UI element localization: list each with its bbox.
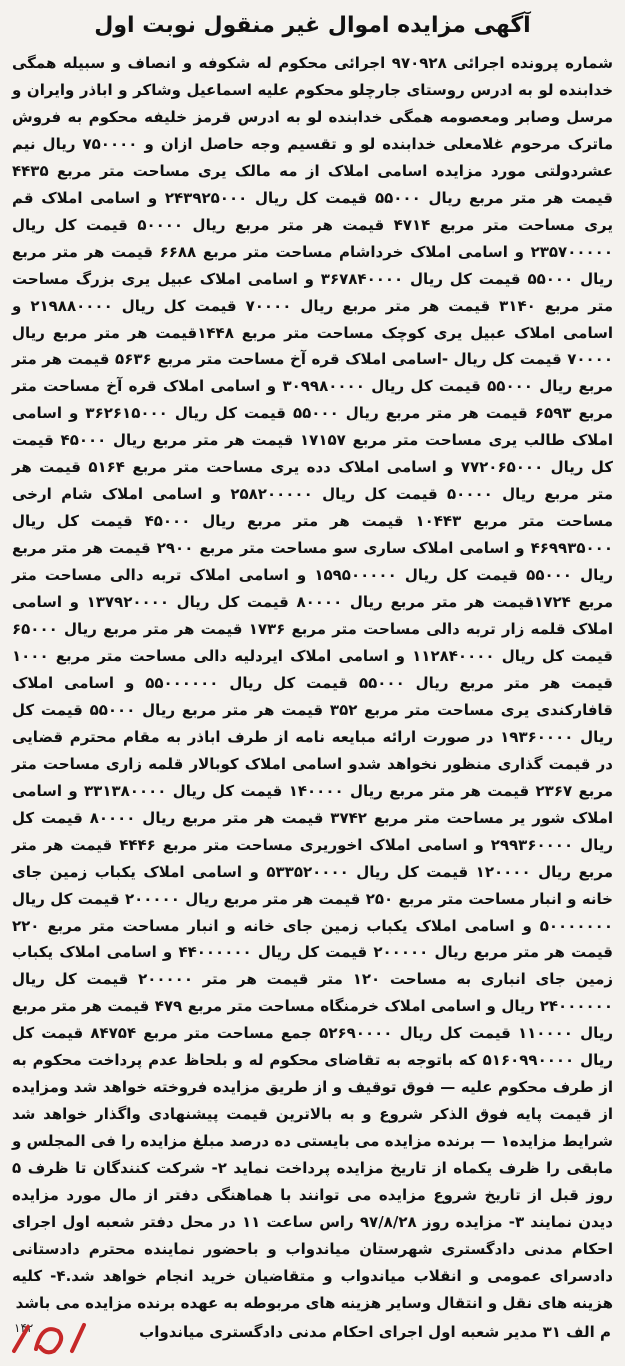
notice-title: آگهی مزایده اموال غیر منقول نوبت اول (94, 13, 531, 38)
notice-body: شماره پرونده اجرائی ۹۷۰۹۲۸ اجرائی محکوم له شکوفه و انصاف و سبیله همگی خدابنده لو به ادرس روستای جارچلو محکوم علیه اسماعیل وشاکر و اباذر وایران و مرسل وصابر ومعصومه همگی خدابنده لو به ادرس قرمز خلیفه محکوم به فروش ماترک مرحوم غلامعلی خدابنده لو و تقسیم وجه حاصل ازان و ۷۵۰۰۰۰ ریال نیم عشردولتی مورد مزایده اسامی املاک از مه مالک یری مساحت متر مربع ۴۴۳۵ قیمت هر متر مربع ریال ۵۵۰۰۰ قیمت کل ریال ۲۴۳۹۲۵۰۰۰ و اسامی املاک قم یری مساحت متر مربع ۴۷۱۴ قیمت هر متر مربع ریال ۵۰۰۰۰ قیمت کل ریال ۲۳۵۷۰۰۰۰۰ و اسامی املاک خرداشام مساحت متر مربع ۶۶۸۸ قیمت هر متر مربع ریال ۵۵۰۰۰ قیمت کل ریال ۳۶۷۸۴۰۰۰۰ و اسامی املاک عبیل یری بزرگ مساحت متر مربع ۳۱۴۰ قیمت هر متر مربع ریال ۷۰۰۰۰ قیمت کل ریال ۲۱۹۸۸۰۰۰۰ و اسامی املاک عبیل یری کوچک مساحت متر مربع ۱۴۴۸قیمت هر متر مربع ریال ۷۰۰۰۰ قیمت کل ریال -اسامی املاک قره آخ مساحت متر مربع ۵۶۳۶ قیمت هر متر مربع ریال ۵۵۰۰۰ قیمت کل ریال ۳۰۹۹۸۰۰۰۰ و اسامی املاک قره آخ مساحت متر مربع ۶۵۹۳ قیمت هر متر مربع ریال ۵۵۰۰۰ قیمت کل ریال ۳۶۲۶۱۵۰۰۰ و اسامی املاک طالب یری مساحت متر مربع ۱۷۱۵۷ قیمت هر متر مربع ریال ۴۵۰۰۰ قیمت کل ریال ۷۷۲۰۶۵۰۰۰ و اسامی املاک دده یری مساحت متر مربع ۵۱۶۴ قیمت هر متر مربع ریال ۵۰۰۰۰ قیمت کل ریال ۲۵۸۲۰۰۰۰۰ و اسامی املاک شام ارخی مساحت متر مربع ۱۰۴۴۳ قیمت هر متر مربع ریال ۴۵۰۰۰ قیمت کل ریال ۴۶۹۹۳۵۰۰۰ و اسامی املاک ساری سو مساحت متر مربع ۲۹۰۰ قیمت هر متر مربع ریال ۵۵۰۰۰ قیمت کل ریال ۱۵۹۵۰۰۰۰۰ و اسامی املاک تربه دالی مساحت متر مربع ۱۷۲۴قیمت هر متر مربع ریال ۸۰۰۰۰ قیمت کل ریال ۱۳۷۹۲۰۰۰۰ و اسامی املاک قلمه زار تربه دالی مساحت متر مربع ۱۷۳۶ قیمت هر متر مربع ریال ۶۵۰۰۰ قیمت کل ریال ۱۱۲۸۴۰۰۰۰ و اسامی املاک ایردلیه دالی مساحت متر مربع ۱۰۰۰ قیمت هر متر مربع ریال ۵۵۰۰۰ قیمت کل ریال ۵۵۰۰۰۰۰۰ و اسامی املاک قافارکندی یری مساحت متر مربع ۳۵۲ قیمت هر متر مربع ریال ۵۵۰۰۰ قیمت کل ریال ۱۹۳۶۰۰۰۰ در صورت ارائه مبایعه نامه از طرف اباذر به مقام محترم قضایی در قیمت گذاری منظور نخواهد شدو اسامی املاک کوبالار قلمه زاری مساحت متر مربع ۲۳۶۷ قیمت هر متر مربع ریال ۱۴۰۰۰۰ قیمت کل ریال ۳۳۱۳۸۰۰۰۰ و اسامی املاک شور یر مساحت متر مربع ۳۷۴۲ قیمت هر متر مربع ریال ۸۰۰۰۰ قیمت کل ریال ۲۹۹۳۶۰۰۰۰ و اسامی املاک اخوریری مساحت متر مربع ۴۴۴۶ قیمت هر متر مربع ریال ۱۲۰۰۰۰ قیمت کل ریال ۵۳۳۵۲۰۰۰۰ و اسامی املاک یکباب زمین جای خانه و انبار مساحت متر مربع ۲۵۰ قیمت هر متر مربع ریال ۲۰۰۰۰۰ قیمت کل ریال ۵۰۰۰۰۰۰۰ و اسامی املاک یکباب زمین جای خانه و انبار مساحت متر مربع ۲۲۰ قیمت هر متر مربع ریال ۲۰۰۰۰۰ قیمت کل ریال ۴۴۰۰۰۰۰۰ و اسامی املاک یکباب زمین جای انباری به مساحت ۱۲۰ متر قیمت هر متر ۲۰۰۰۰۰ قیمت کل ریال ۲۴۰۰۰۰۰۰ ریال و اسامی املاک خرمنگاه مساحت متر مربع ۴۷۹ قیمت هر متر مربع ریال ۱۱۰۰۰۰ قیمت کل ریال ۵۲۶۹۰۰۰۰ جمع مساحت متر مربع ۸۴۷۵۴ قیمت کل ریال ۵۱۶۰۹۹۰۰۰۰ که باتوجه به تقاضای محکوم له و بلحاظ عدم پرداخت محکوم به از طرف محکوم علیه — فوق توقیف و از طریق مزایده فروخته خواهد شد ومزایده از قیمت پایه فوق الذکر شروع و به بالاترین قیمت پیشنهادی واگذار خواهد شد شرایط مزایده۱ — برنده مزایده می بایستی ده درصد مبلغ مزایده را فی المجلس و مابقی را ظرف یکماه از تاریخ مزایده پرداخت نماید ۲- شرکت کنندگان تا ظرف ۵ روز قبل از تاریخ شروع مزایده می توانند با هماهنگی دفتر از مال مورد مزایده دیدن نمایند ۳- مزایده روز ۹۷/۸/۲۸ راس ساعت ۱۱ در محل دفتر شعبه اول اجرای احکام مدنی دادگستری شهرستان میاندواب و باحضور نماینده محترم دادستانی دادسرای عمومی و انقلاب میاندواب و متقاضیان خرید انجام خواهد شد.۴- کلیه هزینه های نقل و انتقال وسایر هزینه های مربوطه به عهده برنده مزایده می باشد (12, 54, 614, 1312)
red-mark-icon (6, 1317, 116, 1357)
page-number: ۱۴۲ (14, 1321, 34, 1335)
notice-footer: م الف ۳۱ مدیر شعبه اول اجرای احکام مدنی دادگستری میاندواب (139, 1322, 611, 1341)
red-handwritten-mark (6, 1317, 116, 1357)
